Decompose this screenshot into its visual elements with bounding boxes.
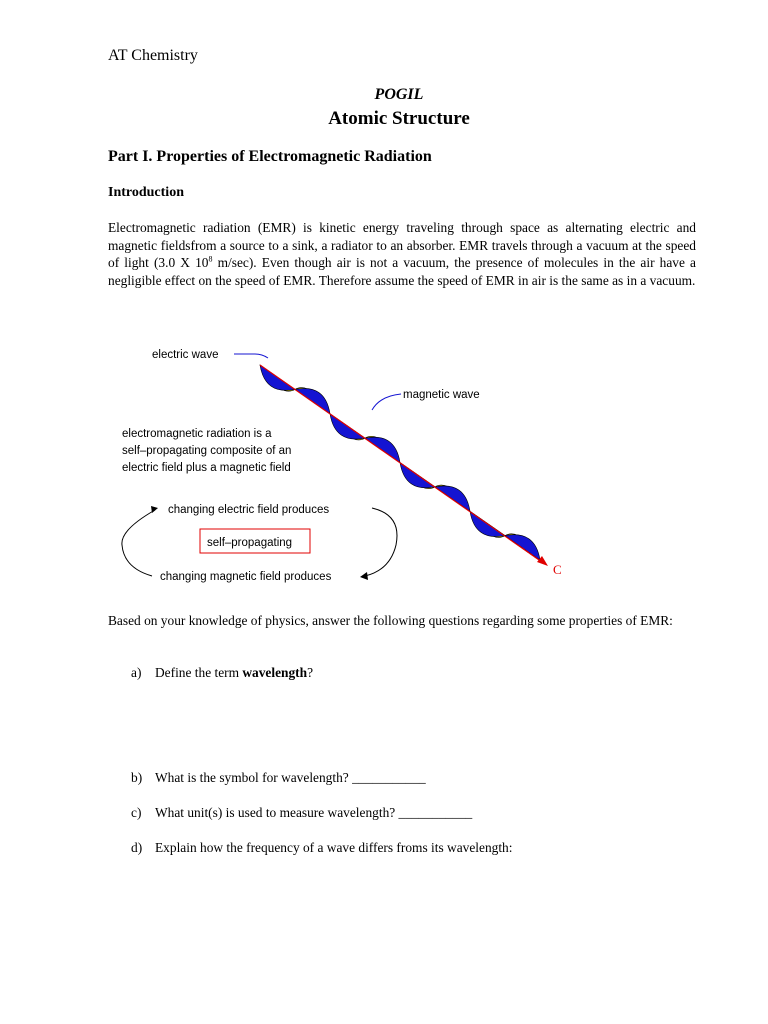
pogil-label: POGIL <box>374 86 424 103</box>
cycle-bottom-label: changing magnetic field produces <box>160 571 332 583</box>
question-letter: c) <box>131 805 142 820</box>
intro-text-a: Electromagnetic radiation (EMR) is kinetic energy traveling through space as alternating electric and magnetic fieldsfrom a source to a sink, a radiator to an absorber. EMR travels through a vacuum at the speed of light (3.0 X 10 <box>108 220 696 270</box>
page-title: Atomic Structure <box>328 108 470 129</box>
course-name: AT Chemistry <box>108 47 198 64</box>
emr-diagram <box>110 330 610 590</box>
question-letter: b) <box>131 770 143 785</box>
question-a <box>131 665 691 683</box>
question-text-part: ? <box>307 665 314 680</box>
question-bold-term: wavelength <box>242 665 308 680</box>
question-letter: d) <box>131 840 143 855</box>
question-c <box>131 805 691 823</box>
electric-wave-label: electric wave <box>152 349 219 361</box>
c-label: C <box>553 562 562 577</box>
composite-line-2: self–propagating composite of an <box>122 445 292 457</box>
propagation-axis <box>260 365 542 562</box>
question-text: What is the symbol for wavelength? ___________ <box>155 770 426 785</box>
intro-text-b: m/sec). Even though air is not a vacuum, the presence of molecules in the air have a negligible effect on the speed of EMR. Therefore assume the speed of EMR in air is the same as in a vacuum. <box>108 255 697 288</box>
cycle-arrow-bottom <box>360 572 368 580</box>
magnetic-pointer <box>372 394 401 410</box>
cycle-center-label: self–propagating <box>207 537 293 549</box>
question-letter: a) <box>131 665 142 680</box>
cycle-right-arc <box>365 508 397 576</box>
magnetic-wave-label: magnetic wave <box>403 389 480 401</box>
questions-prompt: Based on your knowledge of physics, answer the following questions regarding some properties of EMR: <box>108 613 673 628</box>
question-text: What unit(s) is used to measure wavelength? ___________ <box>155 805 473 820</box>
question-text-part: Define the term <box>155 665 243 680</box>
intro-heading: Introduction <box>108 185 184 200</box>
exponent: 8 <box>208 254 213 264</box>
intro-paragraph <box>108 219 696 289</box>
composite-line-1: electromagnetic radiation is a <box>122 428 272 440</box>
cycle-left-arc <box>122 510 155 576</box>
question-text: Explain how the frequency of a wave differs froms its wavelength: <box>155 840 513 855</box>
composite-line-3: electric field plus a magnetic field <box>122 462 291 474</box>
part-heading: Part I. Properties of Electromagnetic Radiation <box>108 148 432 165</box>
electric-pointer <box>234 354 268 358</box>
cycle-arrow-top <box>151 506 158 513</box>
question-text <box>155 665 313 681</box>
question-b <box>131 770 691 788</box>
cycle-top-label: changing electric field produces <box>168 504 330 516</box>
question-d <box>131 840 691 858</box>
